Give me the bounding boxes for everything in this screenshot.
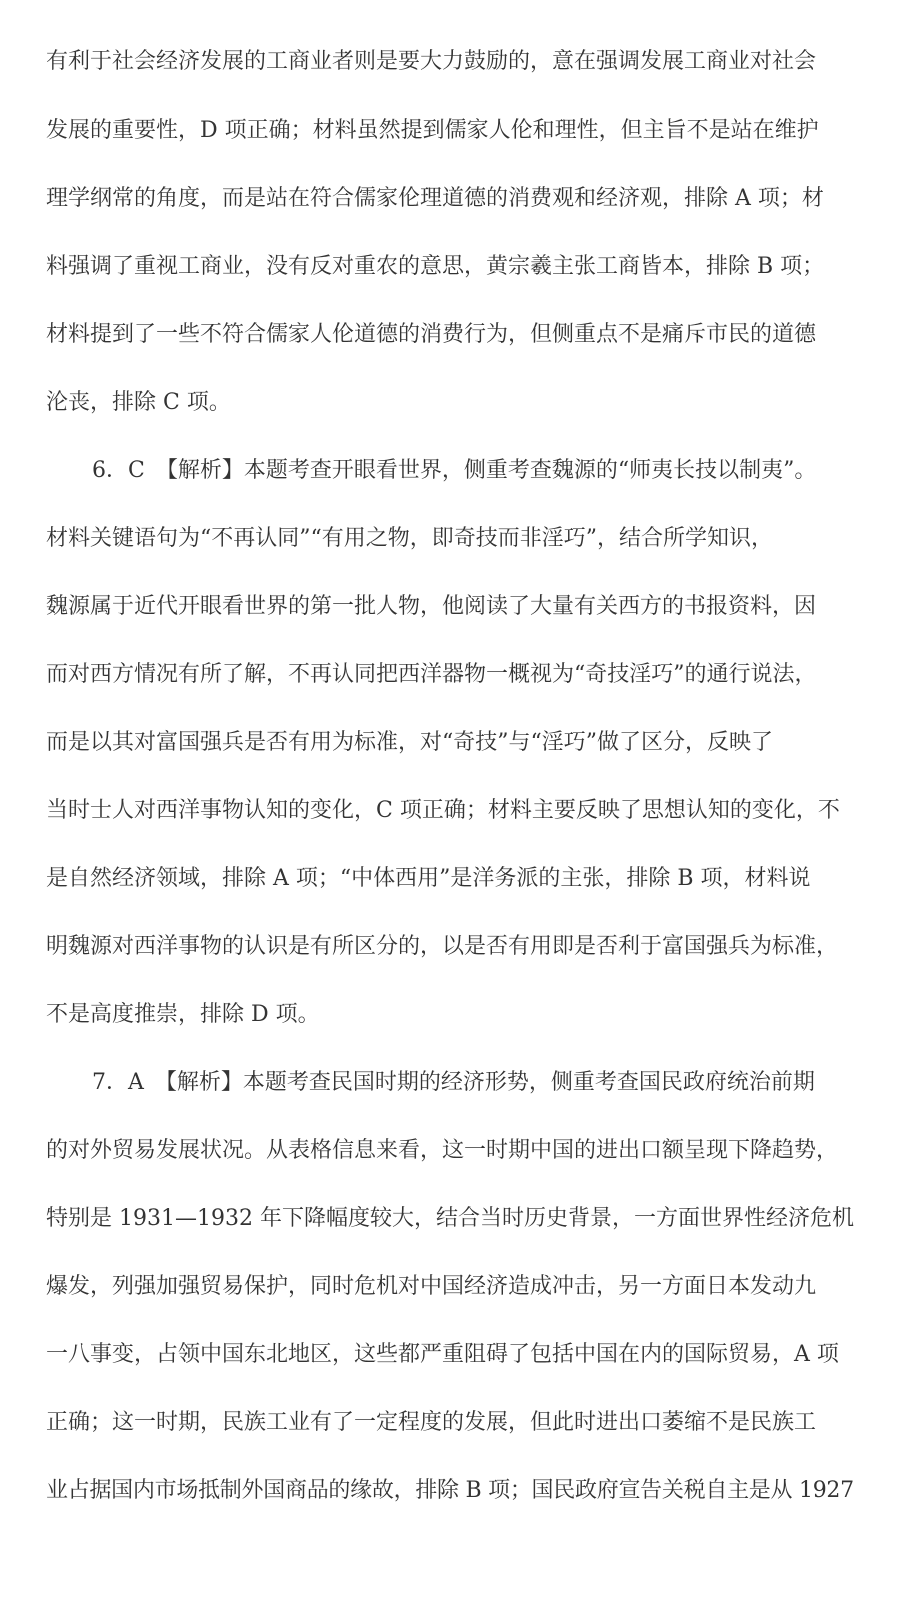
- text-line: 沦丧，排除 C 项。: [46, 390, 231, 415]
- text-line: 发展的重要性，D 项正确；材料虽然提到儒家人伦和理性，但主旨不是站在维护: [46, 118, 819, 143]
- question-6-heading: 6．C 【解析】本题考查开眼看世界，侧重考查魏源的“师夷长技以制夷”。: [92, 458, 817, 483]
- text-line: 当时士人对西洋事物认知的变化，C 项正确；材料主要反映了思想认知的变化，不: [46, 798, 840, 823]
- text-line: 材料提到了一些不符合儒家人伦道德的消费行为，但侧重点不是痛斥市民的道德: [46, 322, 817, 347]
- text-line: 一八事变，占领中国东北地区，这些都严重阻碍了包括中国在内的国际贸易，A 项: [46, 1342, 839, 1367]
- text-line: 而对西方情况有所了解，不再认同把西洋器物一概视为“奇技淫巧”的通行说法，: [46, 662, 817, 687]
- text-line: 理学纲常的角度，而是站在符合儒家伦理道德的消费观和经济观，排除 A 项；材: [46, 186, 824, 211]
- text-line: 而是以其对富国强兵是否有用为标准，对“奇技”与“淫巧”做了区分，反映了: [46, 730, 773, 755]
- text-line: 爆发，列强加强贸易保护，同时危机对中国经济造成冲击，另一方面日本发动九: [46, 1274, 817, 1299]
- text-line: 业占据国内市场抵制外国商品的缘故，排除 B 项；国民政府宣告关税自主是从 1927: [46, 1478, 854, 1503]
- text-line: 正确；这一时期，民族工业有了一定程度的发展，但此时进出口萎缩不是民族工: [46, 1410, 817, 1435]
- text-line: 材料关键语句为“不再认同”“有用之物，即奇技而非淫巧”，结合所学知识，: [46, 526, 773, 551]
- text-line: 是自然经济领域，排除 A 项；“中体西用”是洋务派的主张，排除 B 项，材料说: [46, 866, 811, 891]
- text-line: 明魏源对西洋事物的认识是有所区分的，以是否有用即是否利于富国强兵为标准，: [46, 934, 839, 959]
- text-line: 料强调了重视工商业，没有反对重农的意思，黄宗羲主张工商皆本，排除 B 项；: [46, 254, 825, 279]
- text-line: 魏源属于近代开眼看世界的第一批人物，他阅读了大量有关西方的书报资料，因: [46, 594, 817, 619]
- text-line: 不是高度推崇，排除 D 项。: [46, 1002, 320, 1027]
- text-line: 特别是 1931—1932 年下降幅度较大，结合当时历史背景，一方面世界性经济危机: [46, 1206, 854, 1231]
- text-line: 有利于社会经济发展的工商业者则是要大力鼓励的，意在强调发展工商业对社会: [46, 49, 817, 74]
- question-7-heading: 7．A 【解析】本题考查民国时期的经济形势，侧重考查国民政府统治前期: [92, 1070, 815, 1095]
- text-line: 的对外贸易发展状况。从表格信息来看，这一时期中国的进出口额呈现下降趋势，: [46, 1138, 839, 1163]
